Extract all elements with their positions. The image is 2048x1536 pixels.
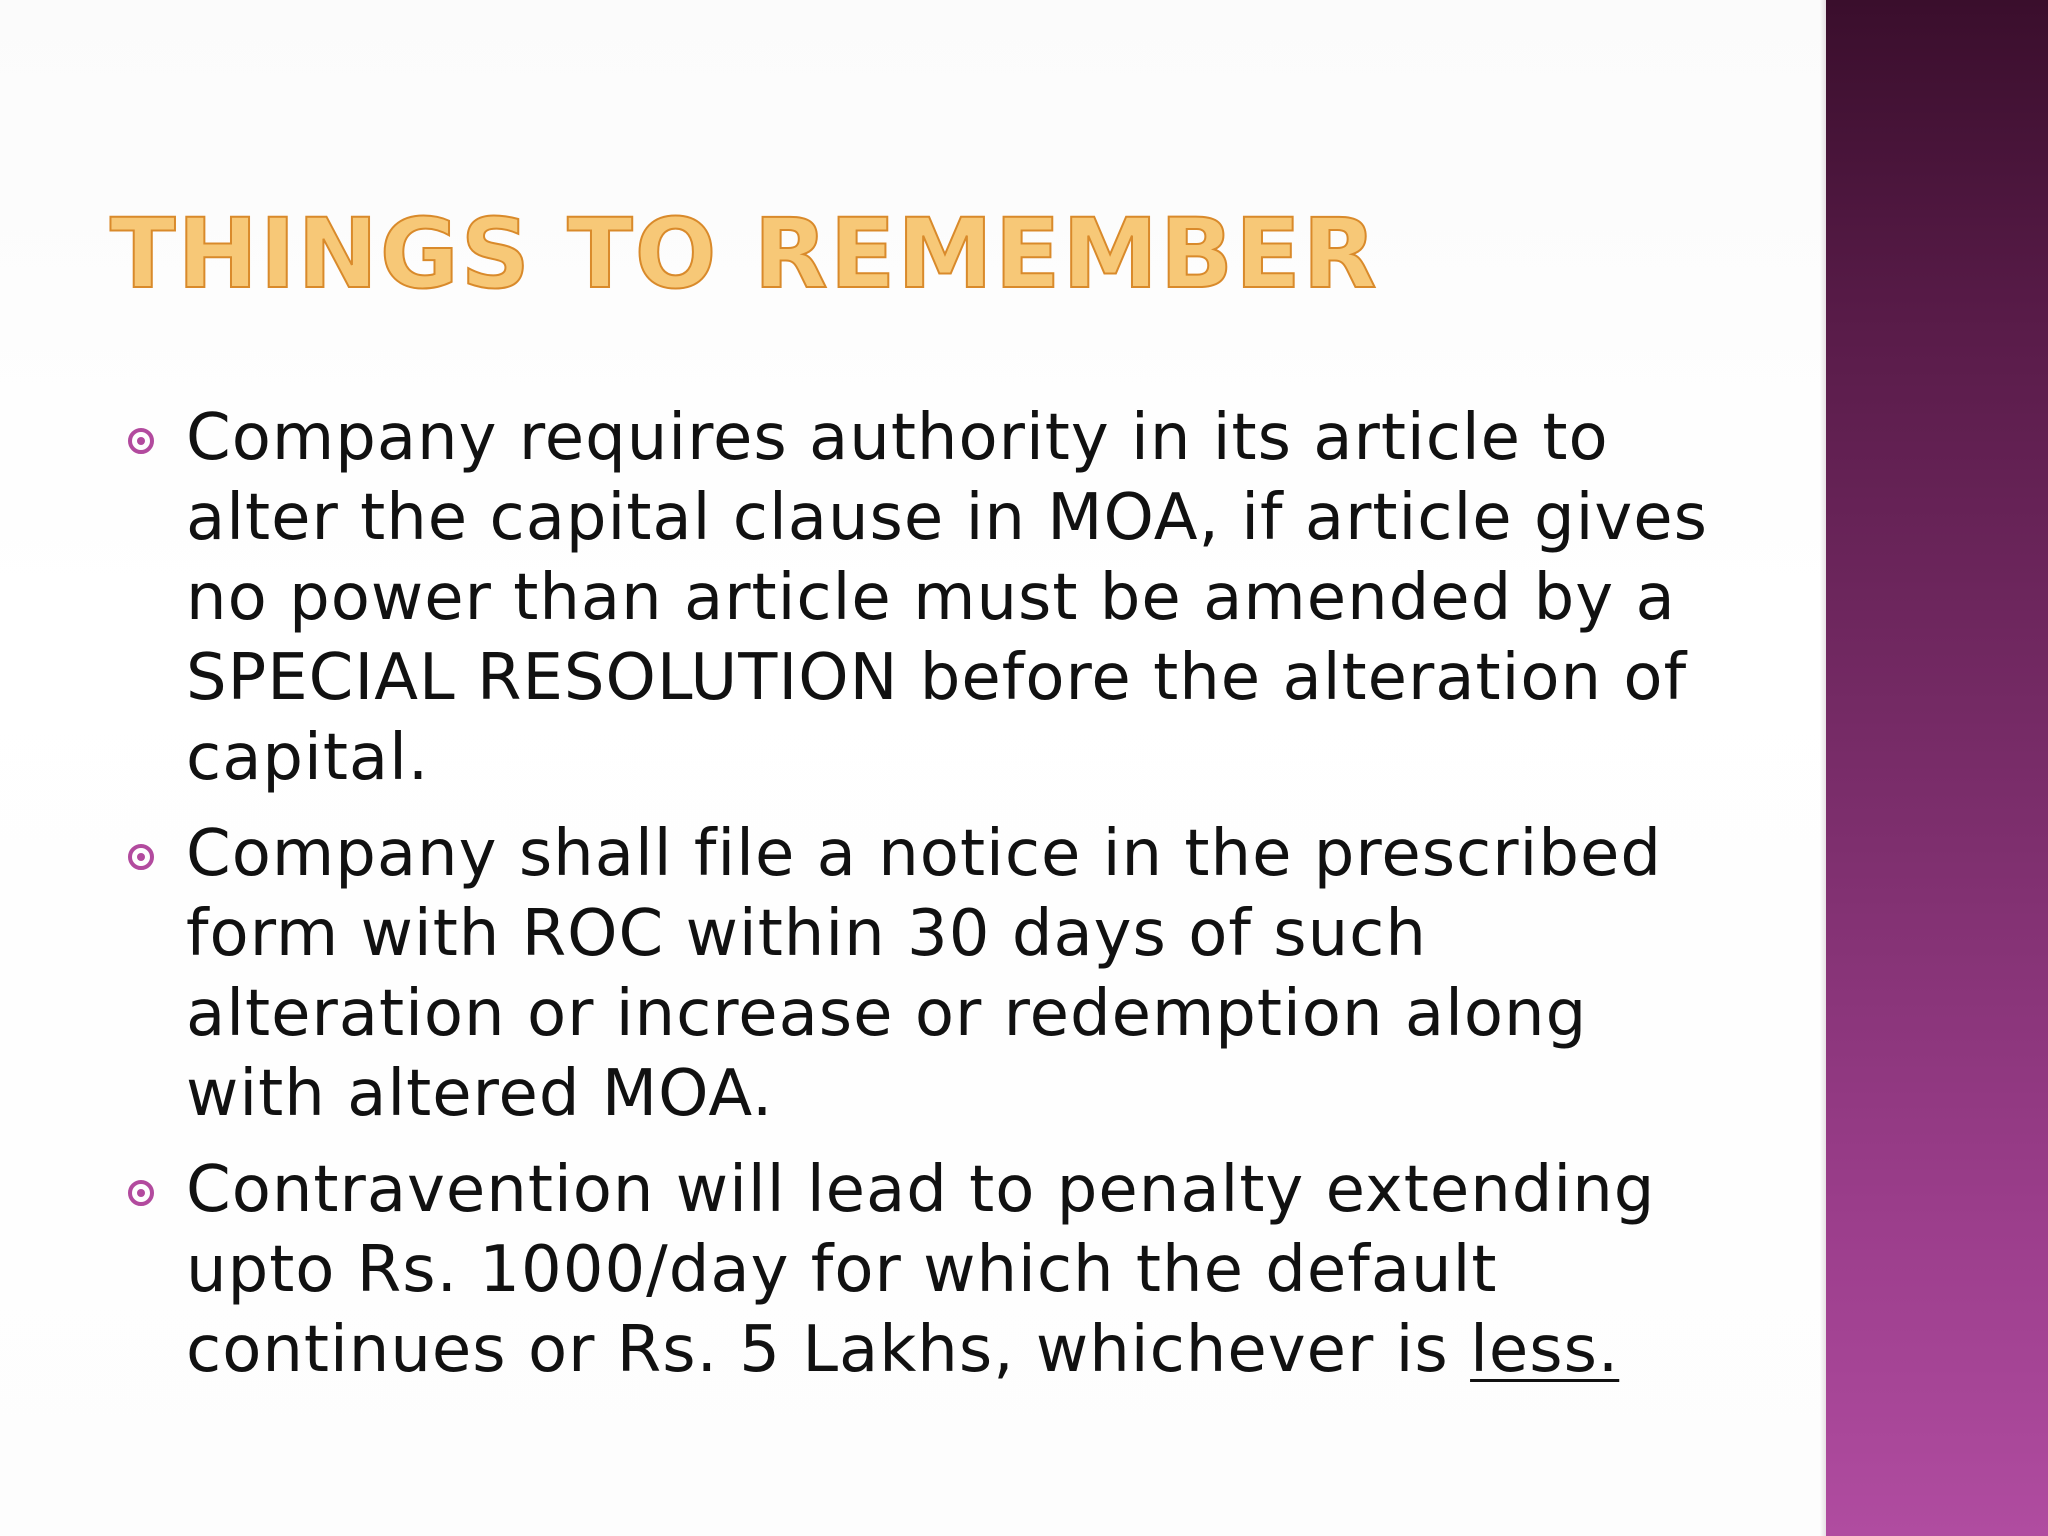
bullet-item-notice: [120, 814, 1720, 1134]
bullet-list: [120, 398, 1720, 1406]
bullet-item-authority: [120, 398, 1720, 798]
bullet-text: Company requires authority in its article to alter the capital clause in MOA, if article gives no power than article must be amended by a SPECIAL RESOLUTION before the alteration of capital.: [186, 401, 1708, 795]
bullet-text-underlined: less.: [1470, 1313, 1620, 1387]
slide-title: THINGS TO REMEMBER: [110, 198, 1379, 310]
bullet-item-penalty: [120, 1150, 1720, 1390]
decorative-side-band: [1826, 0, 2048, 1536]
bullet-text-main: Contravention will lead to penalty extending upto Rs. 1000/day for which the default continues or Rs. 5 Lakhs, whichever is: [186, 1153, 1656, 1387]
circled-dot-bullet-icon: [128, 1180, 154, 1206]
circled-dot-bullet-icon: [128, 844, 154, 870]
circled-dot-bullet-icon: [128, 428, 154, 454]
bullet-text: Company shall file a notice in the prescribed form with ROC within 30 days of such alteration or increase or redemption along with altered MOA.: [186, 817, 1662, 1131]
bullet-text: [186, 1150, 1720, 1390]
